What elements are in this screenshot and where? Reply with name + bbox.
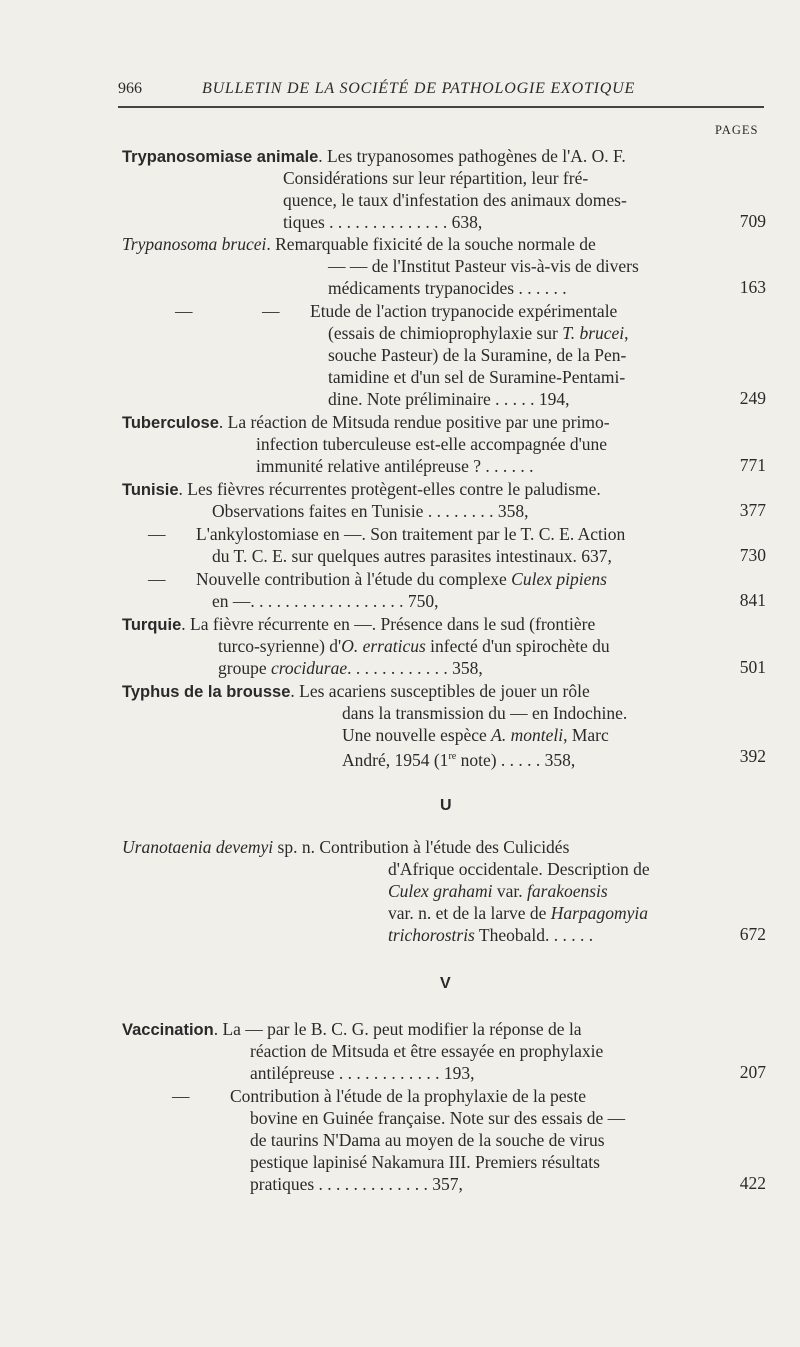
entry-line: tiques . . . . . . . . . . . . . . 638, — [283, 212, 483, 232]
page-ref: 207 — [739, 1062, 766, 1082]
entry-line: pratiques . . . . . . . . . . . . . 357, — [250, 1174, 463, 1194]
page-ref: 709 — [739, 211, 766, 231]
entry-line: Trypanosomiase animale. Les trypanosomes pathogènes de l'A. O. F. — [122, 146, 626, 166]
entry-term: Vaccination — [122, 1021, 214, 1039]
page-ref: 841 — [739, 590, 766, 610]
entry-line: (essais de chimioprophylaxie sur T. brucei, — [328, 323, 629, 343]
entry-line: en —. . . . . . . . . . . . . . . . . . 750, — [212, 591, 439, 611]
page-ref: 392 — [739, 746, 766, 766]
entry-line: antilépreuse . . . . . . . . . . . . 193, — [250, 1063, 475, 1083]
entry-line: Uranotaenia devemyi sp. n. Contribution à l'étude des Culicidés — [122, 837, 570, 857]
entry-line: Trypanosoma brucei. Remarquable fixicité de la souche normale de — [122, 234, 596, 254]
section-letter: V — [440, 975, 451, 992]
entry-term: Turquie — [122, 616, 182, 634]
entry-line: Observations faites en Tunisie . . . . . . . . 358, — [212, 501, 529, 521]
entry-line: du T. C. E. sur quelques autres parasites intestinaux. 637, — [212, 546, 612, 566]
entry-line: Turquie. La fièvre récurrente en —. Présence dans le sud (frontière — [122, 614, 596, 634]
entry-line: Culex grahami var. farakoensis — [388, 881, 608, 901]
entry-term: Uranotaenia devemyi — [122, 837, 274, 857]
entry-line: réaction de Mitsuda et être essayée en prophylaxie — [250, 1041, 604, 1061]
entry-line: médicaments trypanocides . . . . . . — [328, 278, 567, 298]
running-title: BULLETIN DE LA SOCIÉTÉ DE PATHOLOGIE EXOTIQUE — [202, 80, 636, 97]
page-ref: 501 — [739, 657, 766, 677]
header-rule — [118, 106, 764, 108]
entry-dash: — — [175, 301, 193, 321]
page-ref: 422 — [739, 1173, 766, 1193]
entry-line: groupe crocidurae. . . . . . . . . . . . 358, — [218, 658, 483, 678]
entry-line: bovine en Guinée française. Note sur des essais de — — [250, 1108, 626, 1128]
entry-line: de taurins N'Dama au moyen de la souche de virus — [250, 1130, 605, 1150]
entry-term: Trypanosomiase animale — [122, 148, 319, 166]
entry-term: Typhus de la brousse — [122, 683, 291, 701]
entry-line: trichorostris Theobald. . . . . . — [388, 925, 594, 945]
entry-dash: — — [148, 569, 166, 589]
entry-line: Etude de l'action trypanocide expérimentale — [310, 301, 618, 321]
section-letter: U — [440, 797, 452, 814]
pages-label: PAGES — [715, 123, 759, 137]
entry-line: tamidine et d'un sel de Suramine-Pentami- — [328, 367, 626, 387]
entry-line: Nouvelle contribution à l'étude du complexe Culex pipiens — [196, 569, 607, 589]
entry-line: L'ankylostomiase en —. Son traitement par le T. C. E. Action — [196, 524, 626, 544]
entry-line: quence, le taux d'infestation des animaux domes- — [283, 190, 627, 210]
entry-line: Vaccination. La — par le B. C. G. peut modifier la réponse de la — [122, 1019, 582, 1039]
entry-line: dans la transmission du — en Indochine. — [342, 703, 628, 723]
page-ref: 249 — [739, 388, 766, 408]
entry-line: Typhus de la brousse. Les acariens susceptibles de jouer un rôle — [122, 681, 590, 701]
entry-line: André, 1954 (1re note) . . . . . 358, — [342, 749, 576, 770]
entry-line: pestique lapinisé Nakamura III. Premiers résultats — [250, 1152, 600, 1172]
entry-dash: — — [148, 524, 166, 544]
page-ref: 163 — [739, 277, 766, 297]
entry-line: — — de l'Institut Pasteur vis-à-vis de divers — [328, 256, 639, 276]
entry-line: Tunisie. Les fièvres récurrentes protègent-elles contre le paludisme. — [122, 479, 601, 499]
entry-line: immunité relative antilépreuse ? . . . . . . — [256, 456, 534, 476]
entry-line: Contribution à l'étude de la prophylaxie de la peste — [230, 1086, 586, 1106]
page-ref: 377 — [739, 500, 766, 520]
entry-line: Considérations sur leur répartition, leur fré- — [283, 168, 589, 188]
entry-term: Tunisie — [122, 481, 179, 499]
entry-line: dine. Note préliminaire . . . . . 194, — [328, 389, 570, 409]
entry-line: infection tuberculeuse est-elle accompagnée d'une — [256, 434, 608, 454]
page-ref: 672 — [739, 924, 766, 944]
entry-line: var. n. et de la larve de Harpagomyia — [388, 903, 648, 923]
entry-dash: — — [262, 301, 280, 321]
entry-line: turco-syrienne) d'O. erraticus infecté d'un spirochète du — [218, 636, 610, 656]
page-ref: 771 — [739, 455, 766, 475]
entry-dash: — — [172, 1086, 190, 1106]
entry-term: Tuberculose — [122, 414, 219, 432]
entry-term: Trypanosoma brucei — [122, 234, 267, 254]
entry-line: Tuberculose. La réaction de Mitsuda rendue positive par une primo- — [122, 412, 610, 432]
page-ref: 730 — [739, 545, 766, 565]
page-number: 966 — [118, 80, 142, 97]
entry-line: souche Pasteur) de la Suramine, de la Pen- — [328, 345, 627, 365]
entry-line: Une nouvelle espèce A. monteli, Marc — [342, 725, 609, 745]
entry-line: d'Afrique occidentale. Description de — [388, 859, 650, 879]
